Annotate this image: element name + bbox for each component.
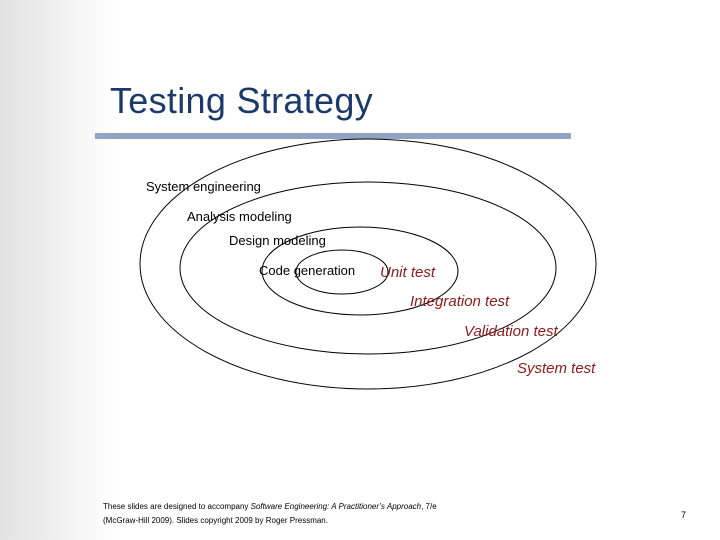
label-design-modeling: Design modeling [229, 233, 326, 248]
label-system-test: System test [517, 360, 596, 377]
label-validation-test: Validation test [464, 323, 558, 340]
label-analysis-modeling: Analysis modeling [187, 209, 292, 224]
page-number: 7 [681, 510, 687, 520]
footer-book-title: Software Engineering: A Practitioner’s Approach [250, 502, 422, 511]
label-code-generation: Code generation [259, 263, 356, 278]
label-system-engineering: System engineering [146, 179, 261, 194]
footer-copyright [103, 500, 583, 528]
slide-title: Testing Strategy [110, 80, 373, 121]
footer-line1-pre: These slides are designed to accompany [103, 502, 251, 511]
footer-line1-post: , 7/e [421, 502, 437, 511]
footer-line2: (McGraw-Hill 2009). Slides copyright 2009 by Roger Pressman. [103, 516, 328, 525]
label-integration-test: Integration test [410, 293, 510, 310]
outer-ellipse [140, 139, 596, 389]
label-unit-test: Unit test [380, 264, 436, 281]
